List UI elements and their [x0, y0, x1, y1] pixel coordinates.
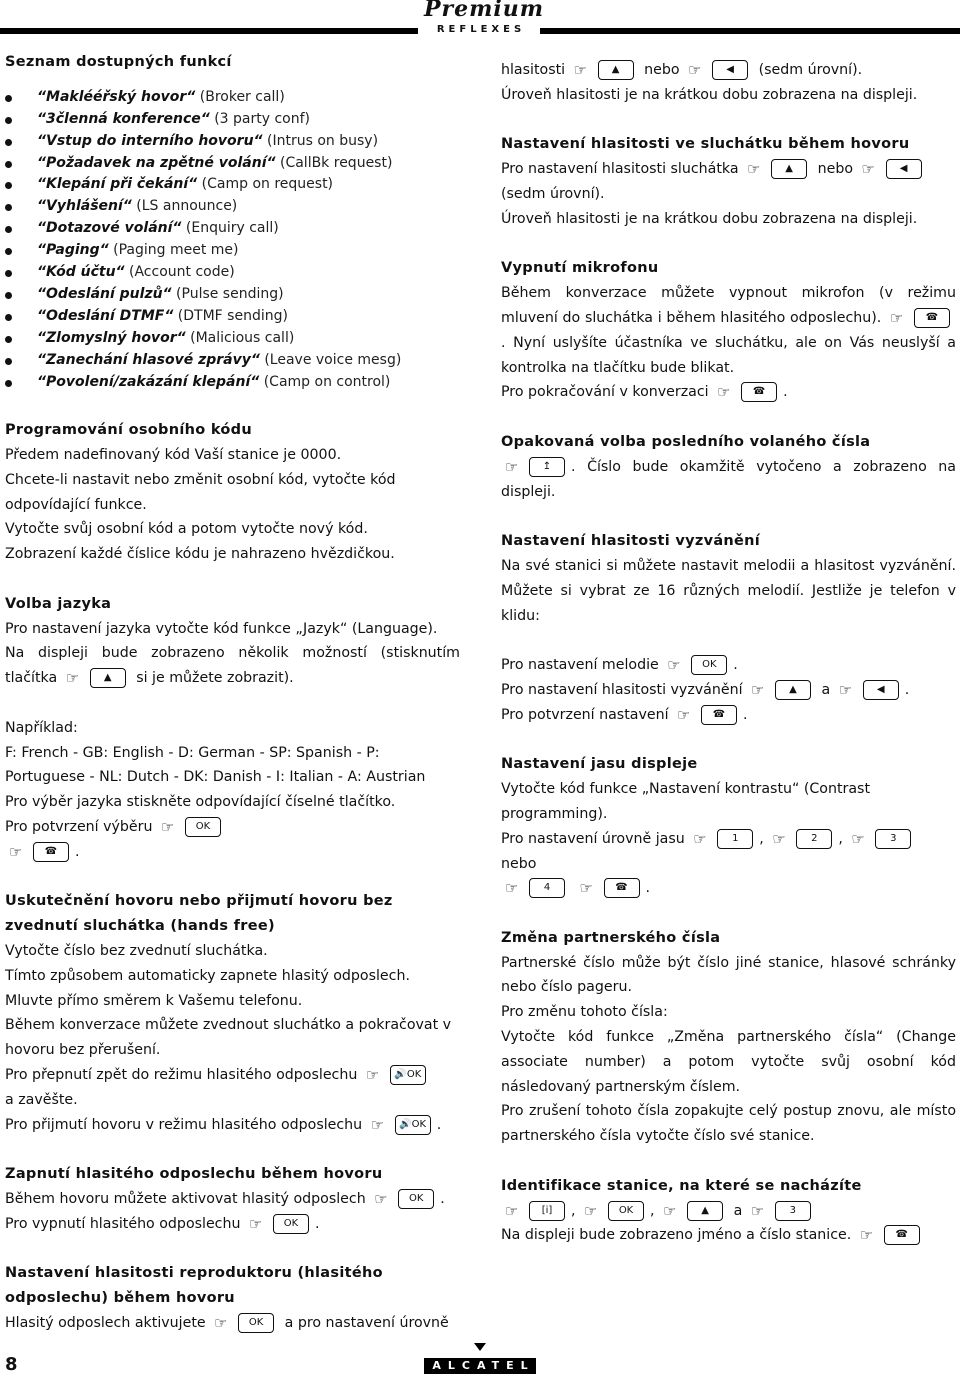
list-item: “Vyhlášení“ (LS announce) — [5, 196, 460, 218]
digit-3-key-icon: ☞ 3 — [851, 829, 913, 849]
paragraph: Na své stanici si můžete nastavit melodii a hlasitost vyzvánění. Můžete si vybrat ze 16 různých melodií. Jestliže je telefon v klidu: — [501, 557, 956, 624]
paragraph: Pro pokračování v konverzaci ☞ ☎ . — [501, 383, 788, 402]
alcatel-logo: ALCATEL — [424, 1358, 536, 1374]
functions-list — [5, 87, 460, 394]
continue-arrow-icon — [474, 1343, 486, 1351]
volume-down-key-icon: ☞ ◀ — [688, 60, 750, 80]
handset-key-icon: ☞ ☎ — [677, 705, 739, 725]
brand-logo: Premium — [424, 0, 545, 22]
digit-2-key-icon: ☞ 2 — [772, 829, 834, 849]
handset-key-icon: ☞ ☎ — [860, 1225, 922, 1245]
right-column — [501, 58, 956, 1248]
paragraph: Během hovoru můžete aktivovat hlasitý odposlech ☞ OK . — [5, 1189, 445, 1208]
speaker-ok-key-icon: ☞ OK — [161, 817, 223, 837]
list-item: “Dotazové volání“ (Enquiry call) — [5, 218, 460, 240]
left-column — [5, 50, 460, 1336]
info-key-icon: ☞ [i] — [505, 1201, 567, 1221]
paragraph: Úroveň hlasitosti je na krátkou dobu zobrazena na displeji. — [501, 210, 918, 227]
speaker-ok-key-icon: ☞ OK — [374, 1189, 436, 1209]
list-item: “Odeslání pulzů“ (Pulse sending) — [5, 284, 460, 306]
paragraph: Pro nastavení hlasitosti sluchátka ☞ ▲ nebo ☞ ◀ (sedm úrovní). — [501, 157, 956, 207]
paragraph: Pro zrušení tohoto čísla zopakujte celý postup znovu, ale místo partnerského čísla vytočte číslo své stanice. — [501, 1103, 956, 1145]
page-header — [0, 0, 960, 40]
speaker-ok-key-icon: ☞ OK — [249, 1214, 311, 1234]
paragraph: Pro nastavení hlasitosti vyzvánění ☞ ▲ a ☞ ◀ . — [501, 680, 910, 699]
list-item: “Zlomyslný hovor“ (Malicious call) — [5, 328, 460, 350]
paragraph: Zobrazení každé číslice kódu je nahrazeno hvězdičkou. — [5, 546, 395, 563]
paragraph: ☞ [i] , ☞ OK , ☞ ▲ a ☞ 3 — [501, 1199, 956, 1224]
section-title-speaker-on: Zapnutí hlasitého odposlechu během hovoru — [5, 1166, 383, 1183]
speaker-ok-key-icon: ☞ OK — [214, 1313, 276, 1333]
paragraph: Pro nastavení jazyka vytočte kód funkce „Jazyk“ (Language). — [5, 620, 438, 637]
paragraph: Pro nastavení melodie ☞ OK . — [501, 656, 738, 675]
list-item: “Kód účtu“ (Account code) — [5, 262, 460, 284]
paragraph: ☞ ↥ . Číslo bude okamžitě vytočeno a zobrazeno na displeji. — [501, 457, 956, 500]
paragraph: Předem nadefinovaný kód Vaší stanice je 0000. — [5, 447, 342, 464]
digit-3-key-icon: ☞ 3 — [751, 1201, 813, 1221]
list-item: “Odeslání DTMF“ (DTMF sending) — [5, 306, 460, 328]
section-title-contrast: Nastavení jasu displeje — [501, 756, 698, 773]
paragraph: Úroveň hlasitosti je na krátkou dobu zobrazena na displeji. — [501, 86, 918, 103]
paragraph: Například: — [5, 719, 78, 736]
language-codes: F: French - GB: English - D: German - SP: Spanish - P: Portuguese - NL: Dutch - DK: Danish - I: Italian - A: Austrian — [5, 744, 426, 786]
paragraph: Partnerské číslo může být číslo jiné stanice, hlasové schránky nebo číslo pageru. — [501, 954, 956, 996]
volume-down-key-icon: ☞ ◀ — [862, 159, 924, 179]
mute-key-icon: ☞ ☎ — [717, 382, 779, 402]
list-item: “Klepání při čekání“ (Camp on request) — [5, 174, 460, 196]
volume-up-key-icon: ☞ ▲ — [751, 680, 813, 700]
digit-1-key-icon: ☞ 1 — [693, 829, 755, 849]
list-item: “Maklééřský hovor“ (Broker call) — [5, 87, 460, 109]
header-rule — [0, 28, 418, 34]
paragraph: Pro potvrzení výběru ☞ OK — [5, 815, 460, 840]
paragraph: Pro potvrzení nastavení ☞ ☎ . — [501, 705, 748, 724]
section-title-mute: Vypnutí mikrofonu — [501, 260, 659, 277]
volume-up-key-icon: ☞ ▲ — [663, 1201, 725, 1221]
down-arrow-key-icon: ☞ ▲ — [66, 668, 128, 688]
paragraph: Chcete-li nastavit nebo změnit osobní kód, vytočte kód odpovídající funkce. — [5, 471, 396, 513]
volume-down-key-icon: ☞ ◀ — [839, 680, 901, 700]
speaker-ok-key-icon: ☞ OK — [584, 1201, 646, 1221]
volume-up-key-icon: ☞ ▲ — [574, 60, 636, 80]
paragraph: Pro vypnutí hlasitého odposlechu ☞ OK . — [5, 1214, 320, 1233]
list-item: “Povolení/zakázání klepání“ (Camp on control) — [5, 372, 460, 394]
paragraph: Během konverzace můžete zvednout sluchátko a pokračovat v hovoru bez přerušení. — [5, 1017, 452, 1059]
paragraph: Pro přijmutí hovoru v režimu hlasitého odposlechu ☞ 🔊OK . — [5, 1115, 442, 1134]
section-title-redial: Opakovaná volba posledního volaného čísla — [501, 433, 871, 450]
speaker-ok-key-icon: ☞ OK — [667, 655, 729, 675]
paragraph: Pro přepnutí zpět do režimu hlasitého odposlechu ☞ 🔊OK — [5, 1063, 460, 1088]
digit-4-key-icon: ☞ 4 — [505, 878, 567, 898]
page-number: 8 — [5, 1354, 18, 1375]
paragraph: Pro výběr jazyka stiskněte odpovídající číselné tlačítko. — [5, 794, 396, 811]
handset-key-icon: ☞ ☎ — [580, 878, 642, 898]
paragraph: Hlasitý odposlech aktivujete ☞ OK a pro nastavení úrovně — [5, 1313, 449, 1332]
paragraph: Na displeji bude zobrazeno jméno a číslo stanice. ☞ ☎ — [501, 1223, 956, 1248]
list-item: “3členná konference“ (3 party conf) — [5, 109, 460, 131]
paragraph: Pro nastavení úrovně jasu ☞ 1 , ☞ 2 , ☞ 3 nebo — [501, 827, 956, 877]
paragraph: Během konverzace můžete vypnout mikrofon (v režimu mluvení do sluchátka i během hlasitého odposlechu). ☞ ☎ . Nyní uslyšíte účastníka ve sluchátku, ale on Vás neuslyší a kontrolka na tlačítku bude blikat. — [501, 285, 956, 376]
mute-key-icon: ☞ ☎ — [890, 308, 952, 328]
paragraph: ☞ 4 ☞ ☎ . — [505, 879, 651, 898]
paragraph: hlasitosti ☞ ▲ nebo ☞ ◀ (sedm úrovní). — [501, 61, 863, 79]
section-title-hands-free: Uskutečnění hovoru nebo přijmutí hovoru bez zvednutí sluchátka (hands free) — [5, 893, 393, 935]
paragraph: Vytočte kód funkce „Změna partnerského čísla“ (Change associate number) a potom vytočte svůj osobní kód následovaný partnerským číslem. — [501, 1029, 956, 1095]
header-rule — [540, 28, 960, 34]
paragraph: Na displeji bude zobrazeno několik možností (stisknutím tlačítka ☞ ▲ si je můžete zobrazit). — [5, 645, 460, 688]
section-title-partner-number: Změna partnerského čísla — [501, 929, 721, 946]
list-item: “Paging“ (Paging meet me) — [5, 240, 460, 262]
list-item: “Zanechání hlasové zprávy“ (Leave voice mesg) — [5, 350, 460, 372]
paragraph: Vytočte číslo bez zvednutí sluchátka. — [5, 943, 268, 960]
speaker-key-icon: ☞ 🔊OK — [371, 1115, 433, 1135]
volume-up-key-icon: ☞ ▲ — [747, 159, 809, 179]
brand-subtitle: REFLEXES — [436, 24, 526, 35]
paragraph: Pro změnu tohoto čísla: — [501, 1004, 668, 1021]
redial-key-icon: ☞ ↥ — [505, 457, 567, 477]
section-title-language: Volba jazyka — [5, 595, 112, 612]
paragraph: Tímto způsobem automaticky zapnete hlasitý odposlech. — [5, 967, 410, 984]
paragraph: Mluvte přímo směrem k Vašemu telefonu. — [5, 992, 303, 1009]
section-title-personal-code: Programování osobního kódu — [5, 422, 252, 439]
section-title-speaker-volume: Nastavení hlasitosti reproduktoru (hlasitého odposlechu) během hovoru — [5, 1265, 383, 1307]
section-title-identification: Identifikace stanice, na které se nacházíte — [501, 1177, 862, 1194]
paragraph: Vytočte kód funkce „Nastavení kontrastu“ (Contrast programming). — [501, 781, 871, 822]
paragraph: a zavěšte. — [5, 1091, 78, 1108]
list-item: “Požadavek na zpětné volání“ (CallBk request) — [5, 153, 460, 175]
paragraph: ☞ ☎ . — [9, 842, 80, 861]
section-title-handset-volume: Nastavení hlasitosti ve sluchátku během hovoru — [501, 136, 910, 153]
section-title-functions: Seznam dostupných funkcí — [5, 54, 232, 70]
section-title-ring-volume: Nastavení hlasitosti vyzvánění — [501, 533, 761, 550]
handset-key-icon: ☞ ☎ — [9, 842, 71, 862]
paragraph: Vytočte svůj osobní kód a potom vytočte nový kód. — [5, 521, 368, 538]
list-item: “Vstup do interního hovoru“ (Intrus on busy) — [5, 131, 460, 153]
speaker-key-icon: ☞ 🔊OK — [366, 1065, 428, 1085]
